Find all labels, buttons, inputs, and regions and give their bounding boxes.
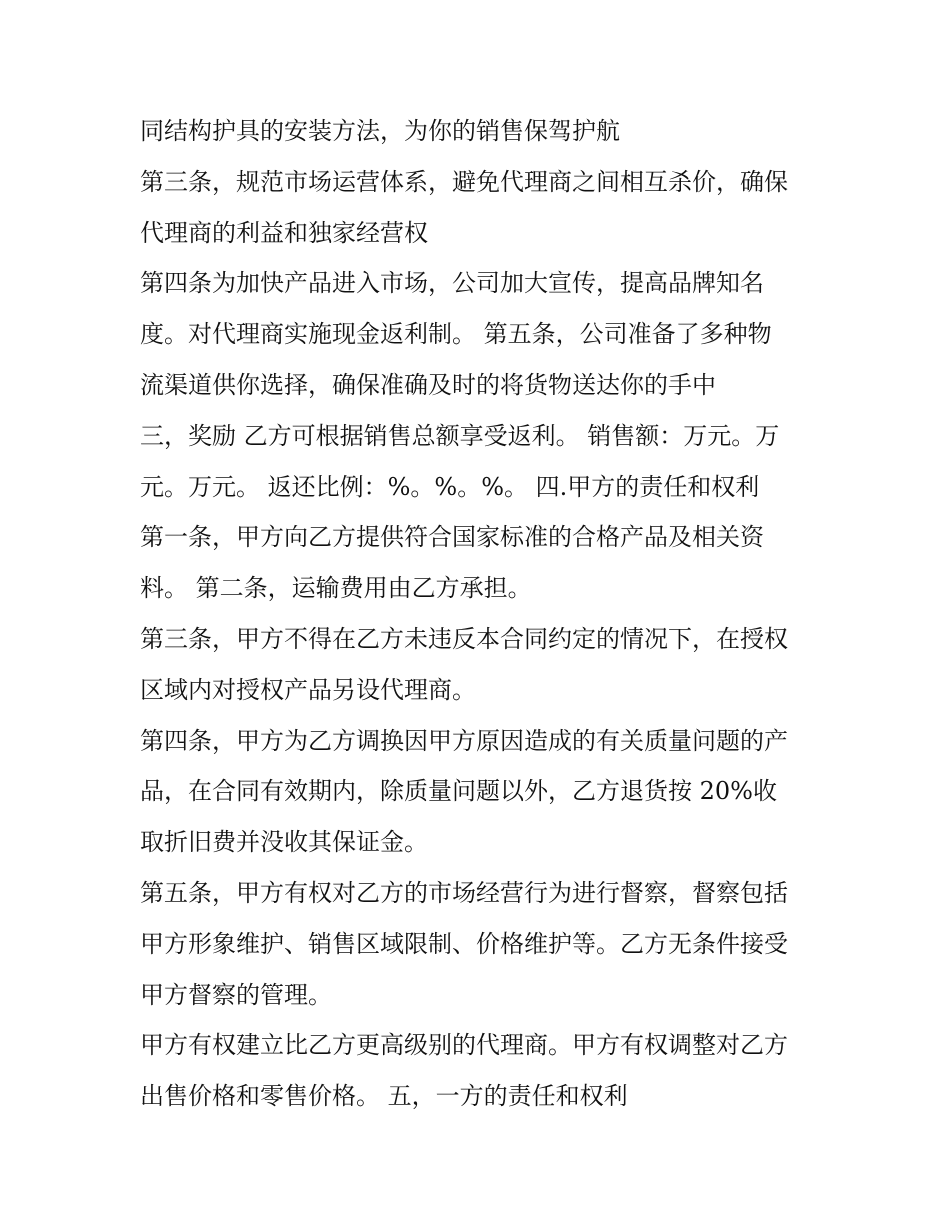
- text-line: 流渠道供你选择，确保准确及时的将货物送达你的手中: [140, 370, 716, 399]
- text-line: 甲方有权建立比乙方更高级别的代理商。甲方有权调整对乙方: [140, 1031, 788, 1060]
- text-line: 取折旧费并没收其保证金。: [140, 828, 428, 857]
- text-line: 第五条，甲方有权对乙方的市场经营行为进行督察，督察包括: [140, 878, 788, 907]
- text-line: 第三条，规范市场运营体系，避免代理商之间相互杀价，确保: [140, 167, 788, 196]
- text-line: 第四条为加快产品进入市场，公司加大宣传，提高品牌知名: [140, 269, 764, 298]
- text-line: 元。万元。 返还比例：%。%。%。 四.甲方的责任和权利: [140, 472, 760, 501]
- text-line: 第四条，甲方为乙方调换因甲方原因造成的有关质量问题的产: [140, 726, 788, 755]
- text-line: 三，奖励 乙方可根据销售总额享受返利。 销售额：万元。万: [140, 421, 780, 450]
- text-line: 第一条，甲方向乙方提供符合国家标准的合格产品及相关资: [140, 523, 764, 552]
- text-line: 品，在合同有效期内，除质量问题以外，乙方退货按 20%收: [140, 777, 777, 806]
- text-line: 第三条，甲方不得在乙方未违反本合同约定的情况下，在授权: [140, 624, 788, 653]
- text-line: 甲方形象维护、销售区域限制、价格维护等。乙方无条件接受: [140, 929, 788, 958]
- text-line: 代理商的利益和独家经营权: [140, 218, 428, 247]
- text-line: 料。 第二条，运输费用由乙方承担。: [140, 574, 532, 603]
- text-line: 同结构护具的安装方法，为你的销售保驾护航: [140, 117, 620, 145]
- text-line: 区域内对授权产品另设代理商。: [140, 675, 476, 704]
- document-body: [140, 111, 820, 1127]
- text-line: 甲方督察的管理。: [140, 980, 332, 1009]
- text-line: 出售价格和零售价格。 五，一方的责任和权利: [140, 1082, 628, 1111]
- text-line: 度。对代理商实施现金返利制。 第五条，公司准备了多种物: [140, 320, 772, 349]
